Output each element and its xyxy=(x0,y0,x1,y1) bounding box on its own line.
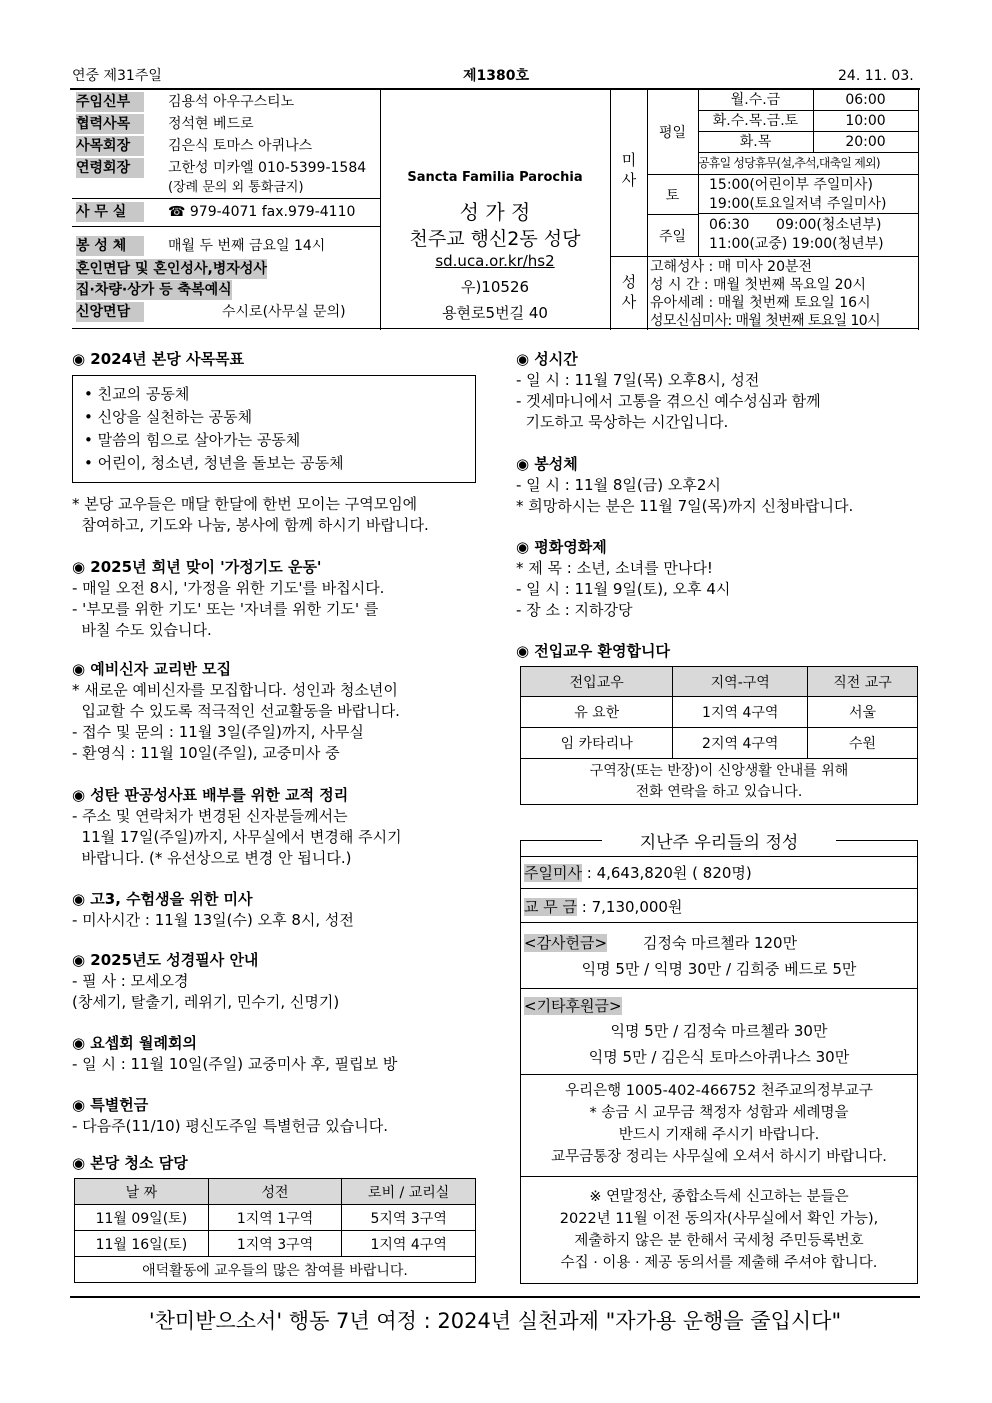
parish-address: 용현로5번길 40 xyxy=(442,304,548,322)
info-label: 혼인면담 및 혼인성사,병자성사 xyxy=(76,261,267,277)
welcome-head-zone: 지역-구역 xyxy=(673,667,808,697)
section-line: - 환영식 : 11월 10일(주일), 교중미사 중 xyxy=(72,744,340,762)
tax-line: 2022년 11월 이전 동의자(사무실에서 확인 가능), xyxy=(559,1211,879,1227)
info-label: 봉 성 체 xyxy=(76,236,144,256)
table-cell: 1지역 4구역 xyxy=(673,697,808,728)
section-title: ◉ 요셉회 월례회의 xyxy=(72,1034,197,1052)
goal-item: • 친교의 공동체 xyxy=(84,385,190,403)
weekday-days: 화.수.목.금.토 xyxy=(698,111,814,132)
bank-line: 우리은행 1005-402-466752 천주교의정부교구 xyxy=(565,1083,873,1099)
parish-url[interactable]: sd.uca.or.kr/hs2 xyxy=(435,252,555,270)
welcome-head-diocese: 직전 교구 xyxy=(808,667,918,697)
welcome-note-line: 전화 연락을 하고 있습니다. xyxy=(635,783,803,800)
sacrament-line: 성모신심미사: 매월 첫번째 토요일 10시 xyxy=(650,313,880,329)
sacrament-label: 성 사 xyxy=(621,273,637,311)
section-line: - 매일 오전 8시, '가정을 위한 기도'를 바칩시다. xyxy=(72,579,385,597)
table-row: 임 카타리나 xyxy=(521,728,673,759)
saturday-label: 토 xyxy=(665,188,680,204)
table-row: 유 요한 xyxy=(521,697,673,728)
section-line: - 겟세마니에서 고통을 겪으신 예수성심과 함께 xyxy=(516,392,821,410)
info-value: 고한성 미카엘 010-5399-1584 xyxy=(168,160,367,176)
cleaning-table xyxy=(74,1178,476,1283)
section-line: - 일 시 : 11월 8일(금) 오후2시 xyxy=(516,476,721,494)
cleaning-note: 애덕활동에 교우들의 많은 참여를 바랍니다. xyxy=(75,1257,476,1283)
section-line: - 일 시 : 11월 10일(주일) 교중미사 후, 필립보 방 xyxy=(72,1055,398,1073)
goal-note-line: 참여하고, 기도와 나눔, 봉사에 함께 하시기 바랍니다. xyxy=(72,516,429,534)
section-line: - 주소 및 연락처가 변경된 신자분들께서는 xyxy=(72,807,348,825)
tax-line: ※ 연말정산, 종합소득세 신고하는 분들은 xyxy=(589,1189,849,1205)
info-value: 매월 두 번째 금요일 14시 xyxy=(168,238,326,254)
table-cell: 2지역 4구역 xyxy=(673,728,808,759)
table-cell: 1지역 3구역 xyxy=(208,1231,342,1257)
info-label: 사목회장 xyxy=(76,136,144,156)
goal-note-line: * 본당 교우들은 매달 한달에 한번 모이는 구역모임에 xyxy=(72,495,418,513)
sacrament-line: 고해성사 : 매 미사 20분전 xyxy=(650,259,813,275)
section-line: - 접수 및 문의 : 11월 3일(주일)까지, 사무실 xyxy=(72,723,364,741)
section-line: - 다음주(11/10) 평신도주일 특별헌금 있습니다. xyxy=(72,1117,389,1135)
parish-title: 성 가 정 xyxy=(459,200,531,224)
section-line: (창세기, 탈출기, 레위기, 민수기, 신명기) xyxy=(72,993,340,1011)
weekday-time: 20:00 xyxy=(813,132,918,153)
section-line: 바랍니다. (* 유선상으로 변경 안 됩니다.) xyxy=(72,849,352,867)
info-value: 수시로(사무실 문의) xyxy=(222,304,346,320)
info-divider xyxy=(72,198,380,199)
welcome-head-name: 전입교우 xyxy=(521,667,673,697)
other-support-label: <기타후원금> xyxy=(524,997,622,1015)
tax-line: 수집 · 이용 · 제공 동의서를 제출해 주셔야 합니다. xyxy=(560,1255,878,1271)
table-cell: 수원 xyxy=(808,728,918,759)
weekday-days: 화.목 xyxy=(698,132,814,153)
info-value: 김은식 토마스 아퀴나스 xyxy=(168,138,313,154)
info-value: (장례 문의 외 통화금지) xyxy=(168,180,304,195)
section-title: ◉ 전입교우 환영합니다 xyxy=(516,642,670,660)
cleaning-head-lobby: 로비 / 교리실 xyxy=(342,1179,476,1205)
parish-zip: 우)10526 xyxy=(460,278,530,296)
section-line: - 장 소 : 지하강당 xyxy=(516,601,633,619)
info-label: 사 무 실 xyxy=(76,202,144,222)
welcome-table xyxy=(520,666,918,805)
footer-rule xyxy=(70,1296,920,1298)
info-value: ☎ 979-4071 fax.979-4110 xyxy=(168,204,356,220)
section-line: 입교할 수 있도록 적극적인 선교활동을 바랍니다. xyxy=(72,702,400,720)
info-label: 집·차량·상가 등 축복예식 xyxy=(76,282,232,298)
section-title: ◉ 성시간 xyxy=(516,350,578,368)
thanks-line-2: 익명 5만 / 익명 30만 / 김희중 베드로 5만 xyxy=(581,960,857,978)
bank-line: 교무금통장 정리는 사무실에 오셔서 하시기 바랍니다. xyxy=(551,1149,887,1165)
table-cell: 1지역 4구역 xyxy=(342,1231,476,1257)
parish-full-name: 천주교 행신2동 성당 xyxy=(409,228,581,250)
section-line: * 희망하시는 분은 11월 7일(목)까지 신청바랍니다. xyxy=(516,497,854,515)
parish-latin-name: Sancta Familia Parochia xyxy=(407,170,583,185)
saturday-mass-1: 15:00(어린이부 주일미사) xyxy=(709,177,873,193)
section-line: - 필 사 : 모세오경 xyxy=(72,972,189,990)
welcome-note-line: 구역장(또는 반장)이 신앙생활 안내를 위해 xyxy=(589,762,849,779)
sunday-offering-label: 주일미사 xyxy=(524,864,582,882)
table-row: 11월 09일(토) xyxy=(75,1205,209,1231)
thanks-label xyxy=(524,932,607,953)
weekday-time: 06:00 xyxy=(813,90,918,111)
section-line: - 미사시간 : 11월 13일(수) 오후 8시, 성전 xyxy=(72,911,354,929)
section-line: 11월 17일(주일)까지, 사무실에서 변경해 주시기 xyxy=(72,828,402,846)
other-support-line-2: 익명 5만 / 김은식 토마스아퀴나스 30만 xyxy=(588,1048,850,1066)
thanks-line-1: 김정숙 마르첼라 120만 xyxy=(643,934,798,952)
table-cell: 5지역 3구역 xyxy=(342,1205,476,1231)
goal-item: • 어린이, 청소년, 청년을 돌보는 공동체 xyxy=(84,454,344,472)
section-title: ◉ 봉성체 xyxy=(516,455,578,473)
sunday-label: 주일 xyxy=(658,229,687,245)
table-row: 11월 16일(토) xyxy=(75,1231,209,1257)
section-title: ◉ 2025년 희년 맞이 '가정기도 운동' xyxy=(72,558,322,576)
issue-number: 제1380호 xyxy=(463,68,530,84)
section-title: ◉ 2025년도 성경필사 안내 xyxy=(72,951,259,969)
table-cell: 서울 xyxy=(808,697,918,728)
section-title: ◉ 특별헌금 xyxy=(72,1096,149,1114)
info-label: 협력사목 xyxy=(76,114,144,134)
section-title: ◉ 고3, 수험생을 위한 미사 xyxy=(72,890,253,908)
section-line: - 일 시 : 11월 9일(토), 오후 4시 xyxy=(516,580,731,598)
other-support-line-1: 익명 5만 / 김정숙 마르첼라 30만 xyxy=(610,1022,828,1040)
cleaning-head-date: 날 짜 xyxy=(75,1179,209,1205)
thanks-label-text: <감사헌금> xyxy=(524,934,608,952)
dues-value: : 7,130,000원 xyxy=(581,898,683,916)
section-line: - 일 시 : 11월 7일(목) 오후8시, 성전 xyxy=(516,371,760,389)
offering-title: 지난주 우리들의 정성 xyxy=(639,833,799,853)
section-line: - '부모를 위한 기도' 또는 '자녀를 위한 기도' 를 xyxy=(72,600,379,618)
section-line: 바칠 수도 있습니다. xyxy=(72,621,212,639)
tax-line: 제출하지 않은 분 한해서 국세청 주민등록번호 xyxy=(574,1233,864,1249)
info-value: 정석현 베드로 xyxy=(168,116,254,132)
table-cell: 1지역 1구역 xyxy=(208,1205,342,1231)
cleaning-head-sanctuary: 성전 xyxy=(208,1179,342,1205)
info-label: 연령회장 xyxy=(76,158,144,178)
info-divider xyxy=(72,226,380,227)
goal-item: • 신앙을 실천하는 공동체 xyxy=(84,408,253,426)
sunday-mass-2: 11:00(교중) 19:00(청년부) xyxy=(709,236,884,252)
bank-line: * 송금 시 교무금 책정자 성함과 세례명을 xyxy=(589,1105,849,1121)
section-line: * 제 목 : 소년, 소녀를 만나다! xyxy=(516,559,713,577)
issue-week: 연중 제31주일 xyxy=(72,68,162,84)
info-value: 김용석 아우구스티노 xyxy=(168,94,295,110)
info-label: 신앙면담 xyxy=(76,302,144,322)
dues-label: 교 무 금 xyxy=(524,898,578,916)
sacrament-line: 성 시 간 : 매월 첫번째 목요일 20시 xyxy=(650,277,866,293)
info-label: 주임신부 xyxy=(76,92,144,112)
goal-item: • 말씀의 힘으로 살아가는 공동체 xyxy=(84,431,301,449)
bank-line: 반드시 기재해 주시기 바랍니다. xyxy=(618,1127,820,1143)
weekday-note: 공휴일 성당휴무(설,추석,대축일 제외) xyxy=(698,152,918,175)
mass-label: 미 사 xyxy=(621,151,637,189)
sunday-mass-1: 06:30 09:00(청소년부) xyxy=(709,217,882,233)
weekday-days: 월.수.금 xyxy=(698,90,814,111)
saturday-mass-2: 19:00(토요일저녁 주일미사) xyxy=(709,196,887,212)
section-title: ◉ 성탄 판공성사표 배부를 위한 교적 정리 xyxy=(72,786,349,804)
sacrament-line: 유아세례 : 매월 첫번째 토요일 16시 xyxy=(650,295,871,311)
weekday-label: 평일 xyxy=(658,125,687,141)
footer-slogan: '찬미받으소서' 행동 7년 여정 : 2024년 실천과제 "자가용 운행을 줄입시다" xyxy=(148,1309,842,1333)
section-line: * 새로운 예비신자를 모집합니다. 성인과 청소년이 xyxy=(72,681,398,699)
goal-title: ◉ 2024년 본당 사목목표 xyxy=(72,350,244,368)
section-title: ◉ 예비신자 교리반 모집 xyxy=(72,660,232,678)
weekday-time: 10:00 xyxy=(813,111,918,132)
welcome-note xyxy=(521,759,918,805)
section-title: ◉ 본당 청소 담당 xyxy=(72,1154,188,1172)
section-title: ◉ 평화영화제 xyxy=(516,538,607,556)
section-line: 기도하고 묵상하는 시간입니다. xyxy=(516,413,729,431)
issue-date: 24. 11. 03. xyxy=(838,68,914,84)
sunday-offering-value: : 4,643,820원 ( 820명) xyxy=(586,864,752,882)
